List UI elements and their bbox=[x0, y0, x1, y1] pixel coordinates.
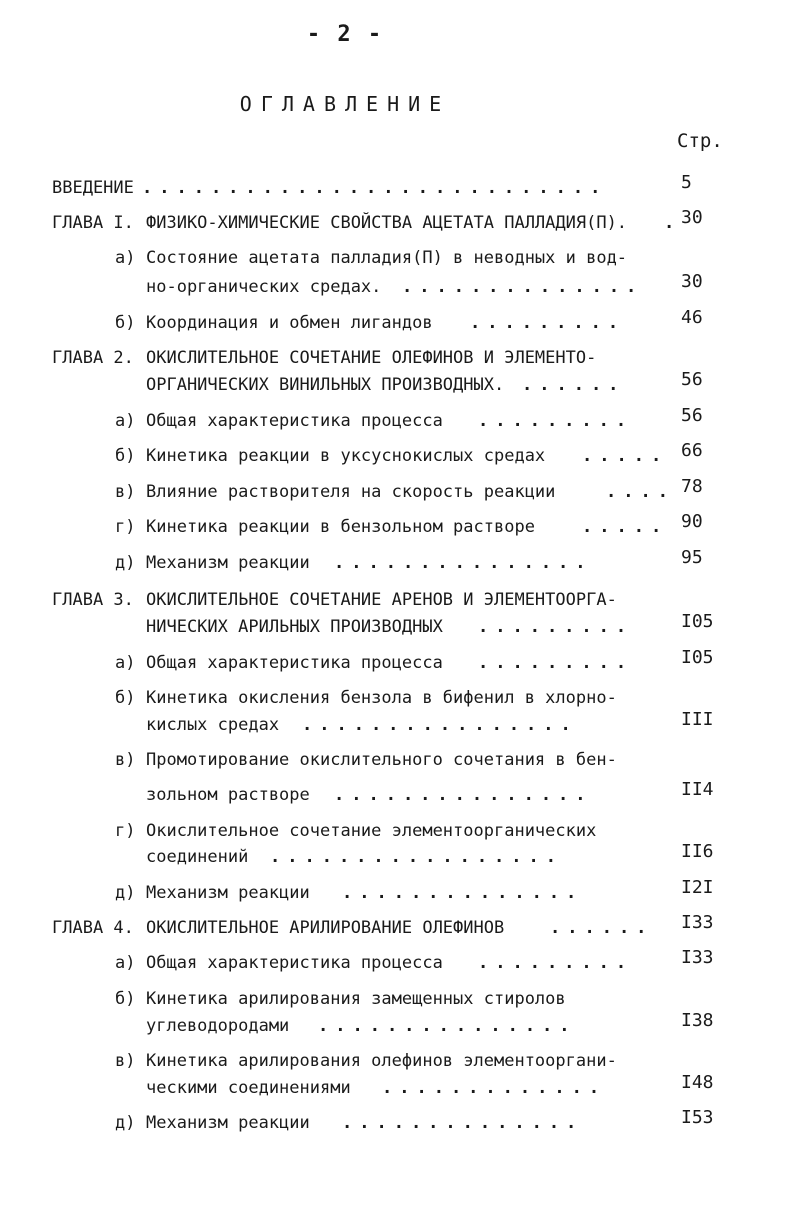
leader-dots: .............. bbox=[342, 883, 584, 903]
leader-dots: ..... bbox=[582, 446, 669, 466]
entry-page: I2I bbox=[681, 877, 714, 898]
entry-page: I05 bbox=[681, 647, 714, 668]
leader-dots: ..... bbox=[582, 517, 669, 537]
leader-dots: .............. bbox=[342, 1113, 584, 1133]
entry-text: зольном растворе bbox=[146, 785, 310, 805]
entry-label: д) bbox=[115, 1113, 136, 1133]
entry-label: б) bbox=[115, 688, 136, 708]
leader-dots: ......... bbox=[478, 617, 634, 637]
leader-dots: ......... bbox=[478, 411, 634, 431]
leader-dots: ......... bbox=[470, 313, 626, 333]
entry-page: I05 bbox=[681, 611, 714, 632]
entry-label: в) bbox=[115, 1051, 136, 1071]
entry-text: Промотирование окислительного сочетания в бен- bbox=[146, 750, 617, 770]
entry-label: д) bbox=[115, 553, 136, 573]
entry-label: г) bbox=[115, 821, 136, 841]
entry-text: ОРГАНИЧЕСКИХ ВИНИЛЬНЫХ ПРОИЗВОДНЫХ. bbox=[146, 375, 505, 395]
entry-text: ОКИСЛИТЕЛЬНОЕ СОЧЕТАНИЕ АРЕНОВ И ЭЛЕМЕНТООРГА- bbox=[146, 590, 617, 610]
entry-text: Кинетика реакции в бензольном растворе bbox=[146, 517, 535, 537]
entry-label: а) bbox=[115, 411, 136, 431]
entry-label: ГЛАВА I. bbox=[52, 213, 134, 233]
entry-page: 78 bbox=[681, 476, 703, 497]
entry-text: Влияние растворителя на скорость реакции bbox=[146, 482, 556, 502]
entry-text: Кинетика реакции в уксуснокислых средах bbox=[146, 446, 546, 466]
leader-dots: ......... bbox=[478, 653, 634, 673]
entry-page: I33 bbox=[681, 947, 714, 968]
entry-text: НИЧЕСКИХ АРИЛЬНЫХ ПРОИЗВОДНЫХ bbox=[146, 617, 443, 637]
entry-label: б) bbox=[115, 989, 136, 1009]
entry-text: Механизм реакции bbox=[146, 1113, 310, 1133]
toc-title: ОГЛАВЛЕНИЕ bbox=[239, 92, 451, 116]
entry-text: ФИЗИКО-ХИМИЧЕСКИЕ СВОЙСТВА АЦЕТАТА ПАЛЛАДИЯ(П). bbox=[146, 213, 628, 233]
entry-text: Общая характеристика процесса bbox=[146, 953, 443, 973]
entry-page: 5 bbox=[681, 172, 692, 193]
entry-text: Кинетика арилирования олефинов элементооргани- bbox=[146, 1051, 617, 1071]
entry-page: I38 bbox=[681, 1010, 714, 1031]
leader-dots: ............. bbox=[382, 1078, 607, 1098]
entry-text: ческими соединениями bbox=[146, 1078, 351, 1098]
leader-dots: .............. bbox=[402, 277, 644, 297]
entry-page: I53 bbox=[681, 1107, 714, 1128]
entry-text: кислых средах bbox=[146, 715, 280, 735]
entry-text: Общая характеристика процесса bbox=[146, 411, 443, 431]
entry-page: 56 bbox=[681, 405, 703, 426]
leader-dots: ............... bbox=[334, 785, 593, 805]
leader-dots: ...... bbox=[522, 375, 626, 395]
entry-label: ГЛАВА 2. bbox=[52, 348, 134, 368]
entry-page: II4 bbox=[681, 779, 714, 800]
entry-text: Окислительное сочетание элементоорганических bbox=[146, 821, 597, 841]
entry-text: Механизм реакции bbox=[146, 883, 310, 903]
entry-page: I48 bbox=[681, 1072, 714, 1093]
leader-dots: .... bbox=[606, 482, 675, 502]
entry-page: 46 bbox=[681, 307, 703, 328]
leader-dots: ...... bbox=[550, 918, 654, 938]
entry-label: г) bbox=[115, 517, 136, 537]
entry-page: 95 bbox=[681, 547, 703, 568]
entry-text: ОКИСЛИТЕЛЬНОЕ СОЧЕТАНИЕ ОЛЕФИНОВ И ЭЛЕМЕНТО- bbox=[146, 348, 597, 368]
entry-page: III bbox=[681, 709, 714, 730]
entry-text: но-органических средах. bbox=[146, 277, 382, 297]
entry-text: ОКИСЛИТЕЛЬНОЕ АРИЛИРОВАНИЕ ОЛЕФИНОВ bbox=[146, 918, 505, 938]
entry-text: Кинетика арилирования замещенных стиролов bbox=[146, 989, 566, 1009]
leader-dots: ......... bbox=[478, 953, 634, 973]
entry-text: углеводородами bbox=[146, 1016, 290, 1036]
entry-text: ВВЕДЕНИЕ bbox=[52, 178, 134, 198]
entry-label: а) bbox=[115, 248, 136, 268]
entry-label: д) bbox=[115, 883, 136, 903]
entry-page: 56 bbox=[681, 369, 703, 390]
entry-page: 66 bbox=[681, 440, 703, 461]
entry-label: б) bbox=[115, 313, 136, 333]
leader-dots: ................. bbox=[270, 847, 563, 867]
leader-dots: ............... bbox=[318, 1016, 577, 1036]
entry-label: ГЛАВА 3. bbox=[52, 590, 134, 610]
entry-label: ГЛАВА 4. bbox=[52, 918, 134, 938]
entry-page: 30 bbox=[681, 207, 703, 228]
leader-dots: ............... bbox=[334, 553, 593, 573]
entry-text: Общая характеристика процесса bbox=[146, 653, 443, 673]
leader-dots: ........................... bbox=[142, 178, 608, 198]
entry-page: I33 bbox=[681, 912, 714, 933]
entry-text: соединений bbox=[146, 847, 249, 867]
entry-label: в) bbox=[115, 750, 136, 770]
leader-dots: . bbox=[664, 213, 682, 233]
entry-label: а) bbox=[115, 653, 136, 673]
entry-label: а) bbox=[115, 953, 136, 973]
page-column-label: Стр. bbox=[677, 130, 723, 152]
entry-page: 90 bbox=[681, 511, 703, 532]
entry-text: Кинетика окисления бензола в бифенил в хлорно- bbox=[146, 688, 617, 708]
entry-text: Координация и обмен лигандов bbox=[146, 313, 433, 333]
entry-text: Механизм реакции bbox=[146, 553, 310, 573]
entry-text: Состояние ацетата палладия(П) в неводных и вод- bbox=[146, 248, 628, 268]
entry-page: II6 bbox=[681, 841, 714, 862]
leader-dots: ................ bbox=[302, 715, 578, 735]
page-number: - 2 - bbox=[306, 22, 384, 47]
entry-label: б) bbox=[115, 446, 136, 466]
entry-page: 30 bbox=[681, 271, 703, 292]
entry-label: в) bbox=[115, 482, 136, 502]
